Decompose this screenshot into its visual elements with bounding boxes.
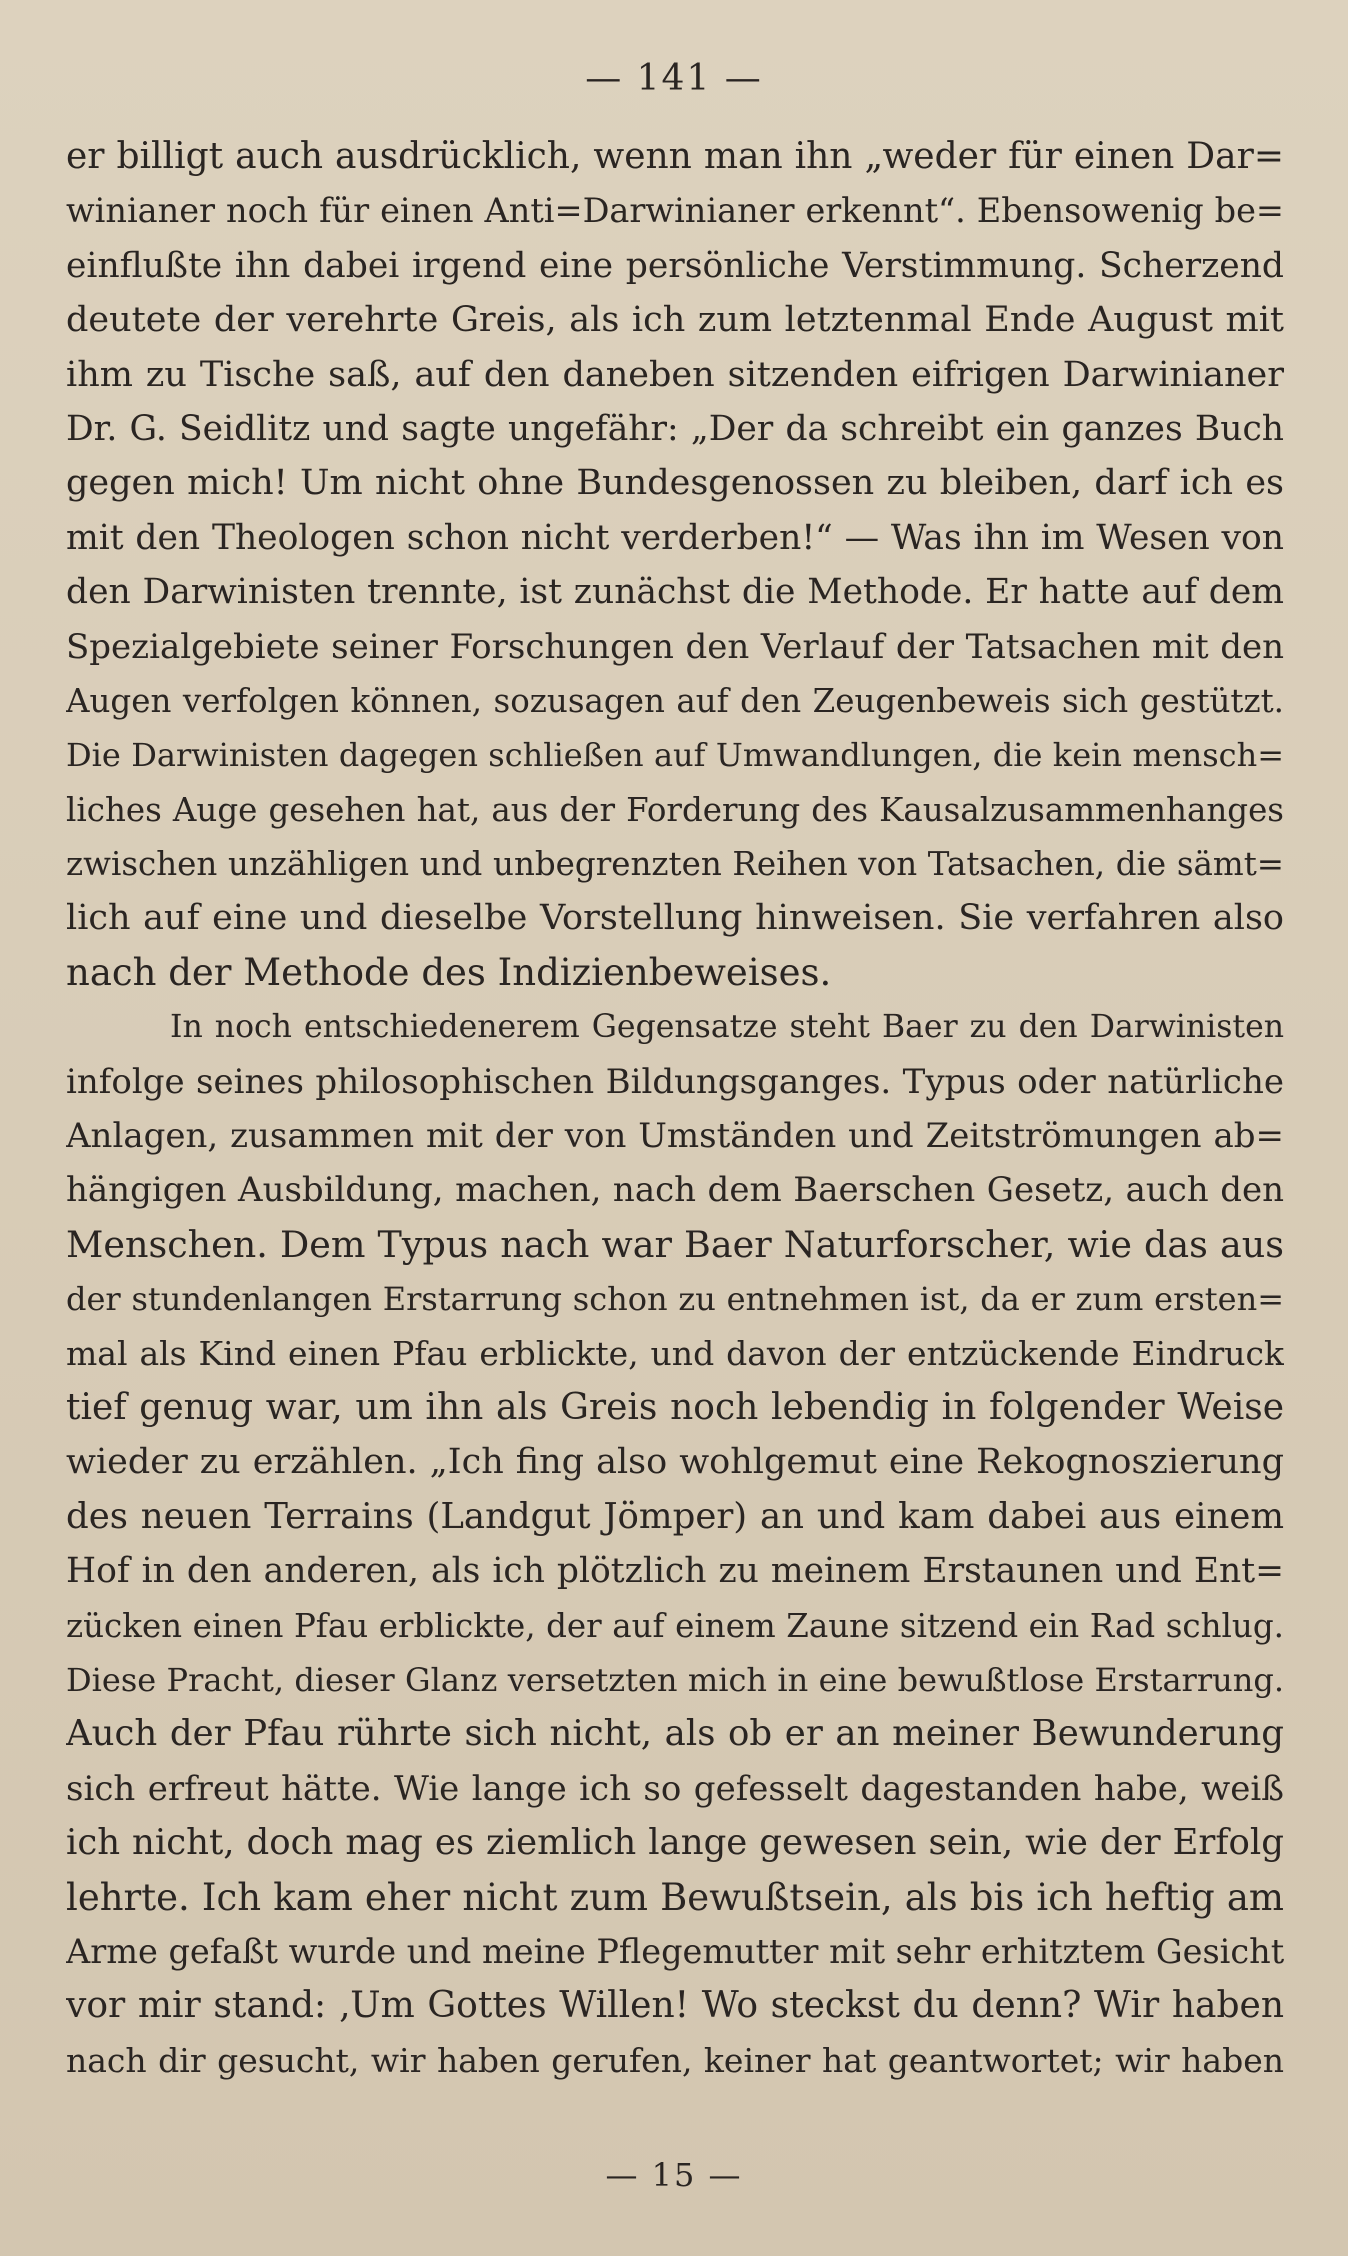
text-line: Menschen. Dem Typus nach war Baer Naturforscher, wie das aus <box>66 1222 1284 1266</box>
text-line: er billigt auch ausdrücklich, wenn man ihn „weder für einen Dar= <box>66 136 1284 177</box>
text-line: liches Auge gesehen hat, aus der Forderung des Kausalzusammenhanges <box>66 790 1284 829</box>
page-number: — 141 — <box>585 58 763 99</box>
text-line: Dr. G. Seidlitz und sagte ungefähr: „Der da schreibt ein ganzes Buch <box>66 408 1284 449</box>
text-line: des neuen Terrains (Landgut Jömper) an und kam dabei aus einem <box>66 1495 1284 1537</box>
text-line: Diese Pracht, dieser Glanz versetzten mich in eine bewußtlose Erstarrung. <box>66 1660 1284 1699</box>
text-line: Arme gefaßt wurde und meine Pflegemutter mit sehr erhitztem Gesicht <box>66 1931 1284 1971</box>
text-line: Auch der Pfau rührte sich nicht, als ob er an meiner Bewunderung <box>66 1713 1284 1755</box>
text-line: tief genug war, um ihn als Greis noch lebendig in folgender Weise <box>66 1386 1284 1428</box>
text-line: infolge seines philosophischen Bildungsganges. Typus oder natürliche <box>66 1061 1284 1102</box>
text-line: Augen verfolgen können, sozusagen auf den Zeugenbeweis sich gestützt. <box>66 681 1284 720</box>
text-line: der stundenlangen Erstarrung schon zu entnehmen ist, da er zum ersten= <box>66 1280 1284 1319</box>
text-line: mal als Kind einen Pfau erblickte, und davon der entzückende Eindruck <box>66 1333 1284 1373</box>
body-text <box>66 130 1284 2088</box>
text-line: gegen mich! Um nicht ohne Bundesgenossen zu bleiben, darf ich es <box>66 463 1284 504</box>
text-line: wieder zu erzählen. „Ich fing also wohlgemut eine Rekognoszierung <box>66 1442 1284 1483</box>
text-line: einflußte ihn dabei irgend eine persönliche Verstimmung. Scherzend <box>66 245 1284 286</box>
text-line: sich erfreut hätte. Wie lange ich so gefesselt dagestanden habe, weiß <box>66 1768 1284 1809</box>
text-line: Anlagen, zusammen mit der von Umständen und Zeitströmungen ab= <box>66 1116 1284 1157</box>
paragraph-end-line: nach der Methode des Indizienbeweises. <box>66 950 832 994</box>
signature-mark: — 15 — <box>605 2156 743 2194</box>
text-line: zücken einen Pfau erblickte, der auf einem Zaune sitzend ein Rad schlug. <box>66 1606 1284 1645</box>
text-line: zwischen unzähligen und unbegrenzten Reihen von Tatsachen, die sämt= <box>66 845 1284 884</box>
text-line: Die Darwinisten dagegen schließen auf Umwandlungen, die kein mensch= <box>66 736 1284 775</box>
text-line: ihm zu Tische saß, auf den daneben sitzenden eifrigen Darwinianer <box>66 354 1284 395</box>
text-line: Hof in den anderen, als ich plötzlich zu meinem Erstaunen und Ent= <box>66 1551 1284 1592</box>
text-line: den Darwinisten trennte, ist zunächst die Methode. Er hatte auf dem <box>66 572 1284 613</box>
text-line: nach dir gesucht, wir haben gerufen, keiner hat geantwortet; wir haben <box>66 2040 1284 2080</box>
text-line: lich auf eine und dieselbe Vorstellung hinweisen. Sie verfahren also <box>66 898 1284 939</box>
text-line: winianer noch für einen Anti=Darwinianer erkennt“. Ebensowenig be= <box>66 191 1284 231</box>
text-line: hängigen Ausbildung, machen, nach dem Baerschen Gesetz, auch den <box>66 1170 1284 1211</box>
text-line: Spezialgebiete seiner Forschungen den Verlauf der Tatsachen mit den <box>66 626 1284 667</box>
paragraph-start-line: In noch entschiedenerem Gegensatze steht Baer zu den Darwinisten <box>170 1009 1284 1046</box>
text-line: vor mir stand: ‚Um Gottes Willen! Wo steckst du denn? Wir haben <box>66 1985 1284 2027</box>
text-line: deutete der verehrte Greis, als ich zum letztenmal Ende August mit <box>66 300 1284 341</box>
text-line: ich nicht, doch mag es ziemlich lange gewesen sein, wie der Erfolg <box>66 1822 1284 1864</box>
text-line: lehrte. Ich kam eher nicht zum Bewußtsein, als bis ich heftig am <box>66 1875 1284 1919</box>
text-line: mit den Theologen schon nicht verderben!“ — Was ihn im Wesen von <box>66 517 1284 558</box>
